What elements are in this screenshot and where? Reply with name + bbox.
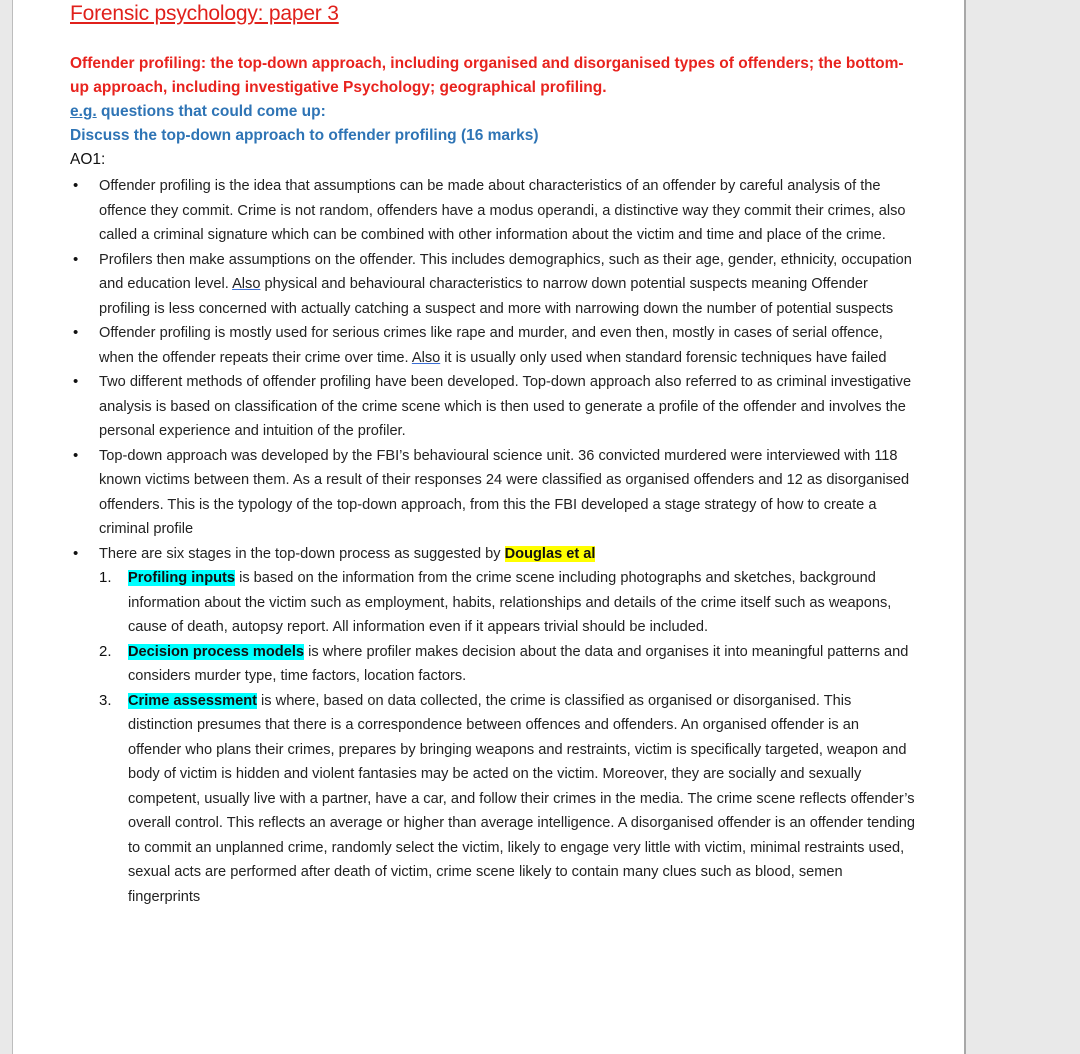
bullet-text: Offender profiling is mostly used for serious crimes like rape and murder, and even then, mostly in cases of serial offence, when the offender repeats their crime over time. bbox=[99, 325, 883, 366]
step-term-highlight: Crime assessment bbox=[128, 692, 257, 709]
ao1-heading: AO1: bbox=[70, 151, 106, 168]
bullet-text: There are six stages in the top-down process as suggested by bbox=[99, 545, 505, 562]
exam-question: Discuss the top-down approach to offender profiling (16 marks) bbox=[70, 127, 539, 144]
bullet-icon: • bbox=[73, 373, 79, 390]
eg-abbreviation: e.g. bbox=[70, 103, 97, 120]
eg-heading-text: questions that could come up: bbox=[96, 103, 326, 120]
document-page bbox=[12, 0, 966, 1054]
ao1-bullet-list bbox=[70, 174, 915, 909]
step-text: is based on the information from the crime scene including photographs and sketches, background information about the victim such as employment, habits, relationships and details of the crime itself such as weapons, cause of death, autopsy report. All information even if it appears trivial should be included. bbox=[128, 570, 892, 635]
bullet-icon: • bbox=[73, 446, 79, 464]
spelling-flag-word[interactable]: Also bbox=[411, 349, 441, 366]
step-text: is where, based on data collected, the crime is classified as organised or disorganised. This distinction presumes that there is a correspondence between offences and offenders. An organised offender is an offender who plans their crimes, prepares by bringing weapons and restraints, victim is specifically targeted, weapon and body of victim is hidden and violent fantasies may be acted on the victim. Moreover, they are socially and sexually competent, usually live with a partner, have a car, and follow their crimes in the media. The crime scene reflects offender’s overall control. This reflects an average or higher than average intelligence. A disorganised offender is an offender tending to commit an unplanned crime, randomly select the victim, likely to engage very little with victim, minimal restraints used, sexual acts are performed after death of victim, crime scene likely to contain many clues such as blood, semen fingerprints bbox=[128, 692, 915, 905]
document-title: Forensic psychology: paper 3 bbox=[70, 2, 339, 25]
bullet-text: Two different methods of offender profiling have been developed. Top-down approach also referred to as criminal investigative analysis is based on classification of the crime scene which is then used to generate a profile of the offender and involves the personal experience and intuition of the profiler. bbox=[99, 374, 912, 439]
bullet-text: physical and behavioural characteristics to narrow down potential suspects meaning Offender profiling is less concerned with actually catching a suspect and more with narrowing down the number of potential suspects bbox=[99, 276, 894, 317]
spelling-flag-word[interactable]: Also bbox=[232, 276, 261, 292]
step-term-highlight: Decision process models bbox=[128, 643, 305, 660]
bullet-icon: • bbox=[73, 544, 79, 562]
step-text: is where profiler makes decision about the data and organises it into meaningful patterns and considers murder type, time factors, location factors. bbox=[128, 643, 909, 684]
bullet-item bbox=[70, 174, 915, 248]
bullet-icon: • bbox=[73, 177, 79, 194]
bullet-item bbox=[70, 542, 915, 567]
specification-text: Offender profiling: the top-down approach, including organised and disorganised types of offenders; the bottom-up approach, including investigative Psychology; geographical profiling. bbox=[70, 55, 904, 96]
bullet-item bbox=[70, 321, 915, 370]
bullet-icon: • bbox=[73, 324, 79, 341]
step-number: 3. bbox=[99, 691, 112, 709]
bullet-item bbox=[70, 248, 915, 322]
bullet-item bbox=[70, 444, 915, 542]
bullet-text: Offender profiling is the idea that assumptions can be made about characteristics of an offender by careful analysis of the offence they commit. Crime is not random, offenders have a modus operandi, a distinctive way they commit their crimes, also called a criminal signature which can be combined with other information about the victim and time and place of the crime. bbox=[99, 178, 906, 243]
step-number: 1. bbox=[99, 569, 112, 586]
numbered-step bbox=[70, 689, 915, 910]
example-questions-heading bbox=[70, 100, 326, 124]
bullet-text: it is usually only used when standard forensic techniques have failed bbox=[440, 349, 887, 366]
bullet-text: Profilers then make assumptions on the offender. This includes demographics, such as their age, gender, ethnicity, occupation and education level. bbox=[99, 251, 912, 292]
highlighted-reference: Douglas et al bbox=[504, 545, 596, 562]
step-number: 2. bbox=[99, 642, 112, 660]
numbered-step bbox=[70, 640, 915, 689]
bullet-icon: • bbox=[73, 250, 79, 268]
bullet-item bbox=[70, 370, 915, 444]
numbered-step bbox=[70, 566, 915, 640]
bullet-text: Top-down approach was developed by the FBI’s behavioural science unit. 36 convicted murdered were interviewed with 118 known victims between them. As a result of their responses 24 were classified as organised offenders and 12 as disorganised offenders. This is the typology of the top-down approach, from this the FBI developed a stage strategy of how to create a criminal profile bbox=[99, 447, 910, 537]
step-term-highlight: Profiling inputs bbox=[128, 570, 236, 586]
